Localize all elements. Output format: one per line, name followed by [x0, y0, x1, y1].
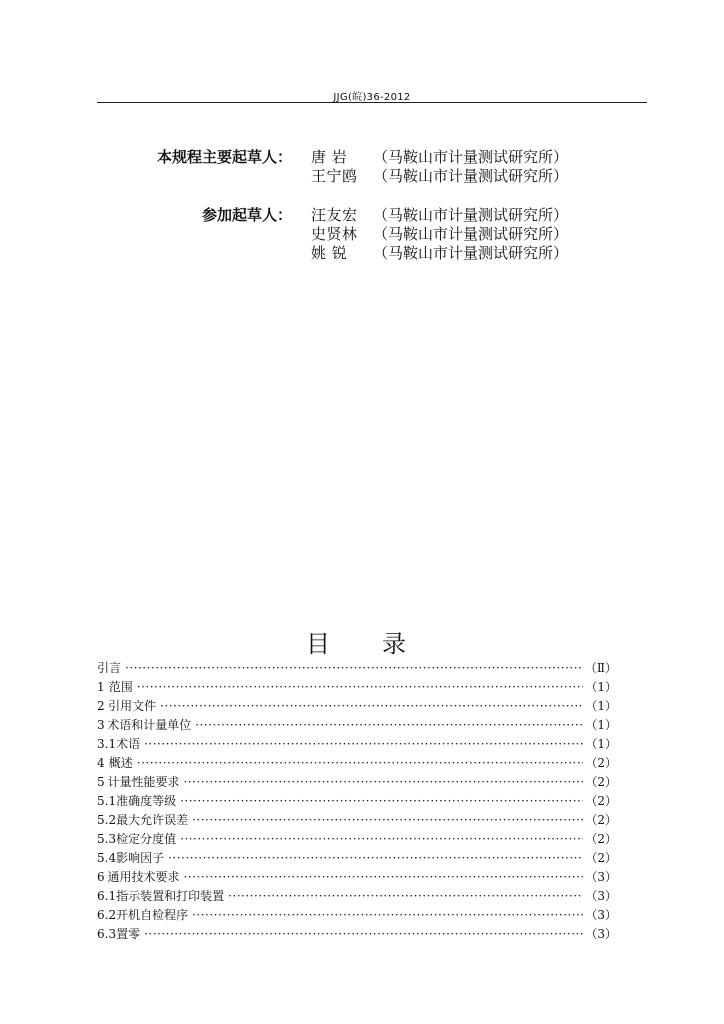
toc-entry-number: 5.4: [97, 851, 117, 865]
toc-entry-number: 2: [97, 699, 105, 713]
toc-entry-number: 3: [97, 718, 105, 732]
toc-entry[interactable]: [97, 735, 617, 754]
toc-entry-number: 6.1: [97, 889, 117, 903]
toc-entry[interactable]: [97, 830, 617, 849]
toc-entry-number: 6: [97, 870, 105, 884]
toc-entry-number: 4: [97, 756, 105, 770]
toc-entry[interactable]: [97, 678, 617, 697]
header-rule: [97, 102, 647, 103]
participating-drafters-label: 参加起草人：: [201, 206, 292, 224]
toc-entry-title: 影响因子: [116, 851, 165, 865]
toc-entry-title: 术语: [116, 737, 141, 751]
toc-entry[interactable]: [97, 906, 617, 925]
toc-entry-page: （2）: [585, 756, 617, 770]
drafters-section: [0, 148, 724, 263]
toc-leader-dots: [184, 868, 584, 887]
toc-entry[interactable]: [97, 887, 617, 906]
toc-entry[interactable]: [97, 773, 617, 792]
toc-entry[interactable]: [97, 754, 617, 773]
drafter-name: 汪友宏: [311, 206, 358, 224]
toc-entry-page: （3）: [585, 908, 617, 922]
toc-leader-dots: [192, 906, 583, 925]
drafter-name: 唐 岩: [311, 148, 348, 166]
drafter-org: （马鞍山市计量测试研究所）: [373, 148, 569, 166]
toc-leader-dots: [168, 849, 583, 868]
toc-leader-dots: [192, 811, 583, 830]
spacer: [0, 186, 724, 206]
toc-entry[interactable]: [97, 659, 617, 678]
toc-entry-title: 检定分度值: [116, 832, 177, 846]
toc-entry-number: 5.3: [97, 832, 117, 846]
toc-leader-dots: [137, 754, 584, 773]
toc-entry[interactable]: [97, 811, 617, 830]
toc-title: 目录: [306, 630, 458, 658]
toc-leader-dots: [160, 697, 583, 716]
drafter-name: 王宁鸥: [311, 167, 358, 185]
page-header-code: JJG(皖)36-2012: [333, 92, 411, 103]
toc-entry-page: （1）: [585, 680, 617, 694]
toc-entry[interactable]: [97, 849, 617, 868]
drafter-org: （马鞍山市计量测试研究所）: [373, 206, 569, 224]
drafter-name: 史贤林: [311, 225, 358, 243]
toc-leader-dots: [195, 716, 583, 735]
toc-leader-dots: [180, 830, 583, 849]
toc-entry-number: 6.3: [97, 927, 117, 941]
toc-entry-number: 6.2: [97, 908, 117, 922]
toc-entry-number: 5: [97, 775, 105, 789]
toc-entry-title: 计量性能要求: [107, 775, 180, 789]
toc-entry-title: 通用技术要求: [107, 870, 180, 884]
toc-entry[interactable]: [97, 697, 617, 716]
main-drafter-row: [0, 148, 724, 167]
toc-entry-page: （1）: [585, 718, 617, 732]
toc-leader-dots: [184, 773, 584, 792]
toc-entry-page: （2）: [585, 832, 617, 846]
toc-entry-title: 指示装置和打印装置: [116, 889, 225, 903]
toc-entry-title: 术语和计量单位: [107, 718, 192, 732]
toc-entry-title: 最大允许误差: [116, 813, 189, 827]
toc-entry-number: 5.1: [97, 794, 117, 808]
main-drafter-row: [0, 167, 724, 186]
toc-entry[interactable]: [97, 716, 617, 735]
toc-entry-page: （1）: [585, 699, 617, 713]
toc-entry-title: 引用文件: [108, 699, 157, 713]
toc-entry-page: （3）: [585, 889, 617, 903]
toc-entry-page: （2）: [585, 794, 617, 808]
participating-drafter-row: [0, 206, 724, 225]
toc-entry-number: 1: [97, 680, 105, 694]
toc-leader-dots: [144, 925, 583, 944]
toc-leader-dots: [137, 678, 584, 697]
toc-leader-dots: [125, 659, 583, 678]
toc-entry-title: 概述: [108, 756, 133, 770]
toc-entry-page: （1）: [585, 737, 617, 751]
toc-entry-page: （2）: [585, 851, 617, 865]
toc-entry-title: 准确度等级: [116, 794, 177, 808]
toc-entry-number: 3.1: [97, 737, 117, 751]
toc-entry-page: （Ⅱ）: [584, 661, 617, 675]
toc-entry-title: 范围: [108, 680, 133, 694]
toc-entry-page: （2）: [585, 775, 617, 789]
drafter-org: （马鞍山市计量测试研究所）: [373, 225, 569, 243]
table-of-contents: [97, 659, 617, 944]
toc-entry[interactable]: [97, 792, 617, 811]
toc-entry-page: （3）: [585, 870, 617, 884]
toc-entry-page: （2）: [585, 813, 617, 827]
toc-entry-number: 5.2: [97, 813, 117, 827]
toc-leader-dots: [180, 792, 583, 811]
toc-entry-title: 引言: [97, 661, 122, 675]
drafter-org: （马鞍山市计量测试研究所）: [373, 167, 569, 185]
toc-entry[interactable]: [97, 925, 617, 944]
toc-entry-title: 开机自检程序: [116, 908, 189, 922]
drafter-org: （马鞍山市计量测试研究所）: [373, 244, 569, 262]
toc-entry-page: （3）: [585, 927, 617, 941]
participating-drafter-row: [0, 244, 724, 263]
drafter-name: 姚 锐: [311, 244, 348, 262]
toc-entry-title: 置零: [116, 927, 141, 941]
toc-entry[interactable]: [97, 868, 617, 887]
toc-leader-dots: [144, 735, 583, 754]
participating-drafter-row: [0, 225, 724, 244]
main-drafters-label: 本规程主要起草人：: [156, 148, 292, 166]
toc-leader-dots: [228, 887, 583, 906]
